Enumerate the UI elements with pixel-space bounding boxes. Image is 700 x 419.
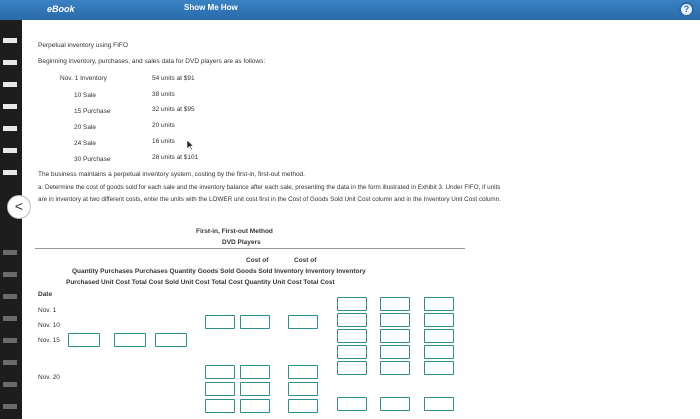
inventory-quantity-input[interactable]: [337, 313, 367, 327]
sidebar-tab[interactable]: [3, 126, 17, 131]
date-cell: Nov. 15: [38, 337, 60, 344]
show-me-how-link[interactable]: Show Me How: [184, 3, 238, 12]
header-date: Date: [38, 291, 53, 298]
event-label: 30 Purchase: [74, 156, 111, 163]
inventory-quantity-input[interactable]: [337, 329, 367, 343]
top-bar: [0, 0, 700, 20]
header-cost-of: Cost of: [294, 257, 317, 264]
inventory-unit-cost-input[interactable]: [380, 345, 410, 359]
back-button[interactable]: <: [7, 195, 31, 219]
inventory-total-cost-input[interactable]: [424, 297, 454, 311]
event-detail: 28 units at $101: [152, 154, 199, 161]
sidebar-tab[interactable]: [3, 60, 17, 65]
event-label: 15 Purchase: [74, 108, 111, 115]
sidebar-tab[interactable]: [3, 148, 17, 153]
left-sidebar: [0, 20, 22, 419]
header-cost-of: Cost of: [246, 257, 269, 264]
event-detail: 16 units: [152, 138, 175, 145]
sidebar-tab[interactable]: [3, 250, 17, 255]
cogs-total-cost-input[interactable]: [288, 399, 318, 413]
inventory-quantity-input[interactable]: [337, 361, 367, 375]
header-row-1: Quantity Purchases Purchases Quantity Goods Sold Goods Sold Inventory Inventory Inventory: [72, 268, 366, 275]
cogs-total-cost-input[interactable]: [288, 315, 318, 329]
cogs-quantity-input[interactable]: [205, 365, 235, 379]
purchase-quantity-input[interactable]: [68, 333, 100, 347]
sidebar-tab[interactable]: [3, 170, 17, 175]
cogs-unit-cost-input[interactable]: [240, 382, 270, 396]
inventory-unit-cost-input[interactable]: [380, 297, 410, 311]
event-label: 24 Sale: [74, 140, 97, 147]
sidebar-tab[interactable]: [3, 360, 17, 365]
table-divider: [35, 248, 465, 249]
event-detail: 32 units at $95: [152, 106, 195, 113]
sidebar-tab[interactable]: [3, 104, 17, 109]
sidebar-tab[interactable]: [3, 316, 17, 321]
event-label: Nov. 1 Inventory: [60, 75, 107, 82]
sidebar-tab[interactable]: [3, 272, 17, 277]
cogs-quantity-input[interactable]: [205, 399, 235, 413]
inventory-unit-cost-input[interactable]: [380, 329, 410, 343]
help-icon[interactable]: ?: [679, 2, 694, 17]
instruction-line-1: a. Determine the cost of goods sold for each sale and the inventory balance after each sale, presenting the data in the form illustrated in Exhibit 3. Under FIFO, if units: [38, 184, 501, 191]
purchase-total-cost-input[interactable]: [155, 333, 187, 347]
date-cell: Nov. 20: [38, 374, 60, 381]
cogs-unit-cost-input[interactable]: [240, 315, 270, 329]
inventory-unit-cost-input[interactable]: [380, 397, 410, 411]
problem-title: Perpetual inventory using FIFO: [38, 42, 128, 49]
inventory-quantity-input[interactable]: [337, 397, 367, 411]
inventory-quantity-input[interactable]: [337, 297, 367, 311]
event-label: 10 Sale: [74, 92, 97, 99]
instruction-line-2: are in inventory at two different costs, enter the units with the LOWER unit cost first in the Cost of Goods Sold Unit Cost column and in the Inventory Unit Cost column.: [38, 196, 501, 203]
cogs-unit-cost-input[interactable]: [240, 365, 270, 379]
table-subtitle: DVD Players: [222, 239, 261, 246]
inventory-unit-cost-input[interactable]: [380, 361, 410, 375]
cogs-quantity-input[interactable]: [205, 382, 235, 396]
date-cell: Nov. 1: [38, 307, 57, 314]
inventory-total-cost-input[interactable]: [424, 361, 454, 375]
inventory-total-cost-input[interactable]: [424, 329, 454, 343]
event-label: 20 Sale: [74, 124, 97, 131]
cogs-quantity-input[interactable]: [205, 315, 235, 329]
table-title: First-in, First-out Method: [196, 228, 273, 235]
system-note: The business maintains a perpetual inventory system, costing by the first-in, first-out method.: [38, 171, 305, 178]
mouse-cursor-icon: [186, 139, 194, 151]
cogs-total-cost-input[interactable]: [288, 382, 318, 396]
sidebar-tab[interactable]: [3, 338, 17, 343]
sidebar-tab[interactable]: [3, 404, 17, 409]
ebook-link[interactable]: eBook: [47, 4, 75, 14]
event-detail: 54 units at $91: [152, 75, 195, 82]
sidebar-tab[interactable]: [3, 382, 17, 387]
cogs-unit-cost-input[interactable]: [240, 399, 270, 413]
inventory-total-cost-input[interactable]: [424, 345, 454, 359]
inventory-quantity-input[interactable]: [337, 345, 367, 359]
sidebar-tab[interactable]: [3, 38, 17, 43]
problem-intro: Beginning inventory, purchases, and sales data for DVD players are as follows:: [38, 58, 266, 65]
inventory-total-cost-input[interactable]: [424, 397, 454, 411]
cogs-total-cost-input[interactable]: [288, 365, 318, 379]
event-detail: 20 units: [152, 122, 175, 129]
date-cell: Nov. 10: [38, 322, 60, 329]
inventory-total-cost-input[interactable]: [424, 313, 454, 327]
event-detail: 38 units: [152, 91, 175, 98]
sidebar-tab[interactable]: [3, 294, 17, 299]
purchase-unit-cost-input[interactable]: [114, 333, 146, 347]
header-row-2: Purchased Unit Cost Total Cost Sold Unit Cost Total Cost Quantity Unit Cost Total Cost: [66, 279, 335, 286]
sidebar-tab[interactable]: [3, 82, 17, 87]
inventory-unit-cost-input[interactable]: [380, 313, 410, 327]
